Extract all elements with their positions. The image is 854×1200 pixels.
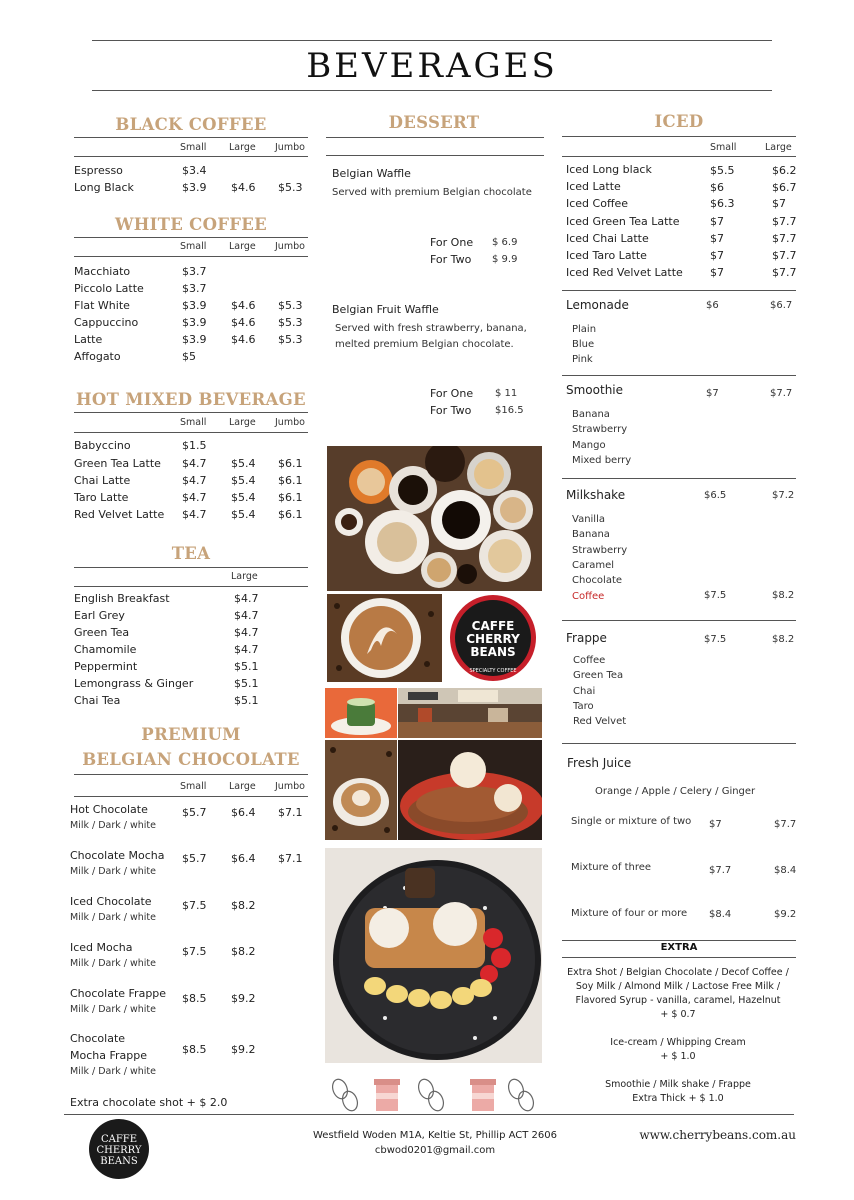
item-subtext: Milk / Dark / white: [70, 1066, 157, 1077]
extra-text: Extra Shot / Belgian Chocolate / Decof Coffee /: [567, 967, 789, 978]
size-jumbo-header: Jumbo: [275, 781, 305, 792]
size-small-header: Small: [180, 417, 207, 428]
price: $7: [706, 388, 719, 399]
extra-heading: EXTRA: [660, 942, 698, 953]
price: $6.5: [704, 490, 727, 501]
extra-price: Extra Thick + $ 1.0: [632, 1093, 724, 1104]
smoothie-name: Smoothie: [566, 383, 624, 397]
price: $7.7: [770, 388, 793, 399]
decorative-icon-strip: [326, 1075, 542, 1113]
item-subtext: Milk / Dark / white: [70, 866, 157, 877]
flavor: Strawberry: [572, 424, 628, 435]
footer-website-link[interactable]: www.cherrybeans.com.au: [639, 1128, 796, 1142]
flavor: Banana: [572, 529, 610, 540]
cappuccino-photo: [325, 740, 397, 840]
price: $7.2: [772, 490, 795, 501]
size-jumbo-header: Jumbo: [275, 142, 305, 153]
footer-email[interactable]: cbwod0201@gmail.com: [374, 1145, 496, 1156]
size-large-header: Large: [231, 571, 258, 582]
size-large-header: Large: [229, 241, 256, 252]
flavor: Pink: [572, 354, 593, 365]
size-large-header: Large: [765, 142, 792, 153]
flavor: Caramel: [572, 560, 615, 571]
size-small-header: Small: [180, 241, 207, 252]
fruit-waffle-desc: melted premium Belgian chocolate.: [335, 339, 514, 350]
price: $8.4: [709, 909, 732, 920]
size-large-header: Large: [229, 417, 256, 428]
footer-logo: [88, 1118, 150, 1180]
extra-price: + $ 0.7: [660, 1009, 696, 1020]
extra-price: + $ 1.0: [660, 1051, 696, 1062]
size-small-header: Small: [180, 781, 207, 792]
size-large-header: Large: [229, 781, 256, 792]
flavor: Plain: [572, 324, 597, 335]
logo-line: CHERRY: [96, 1145, 142, 1156]
flavor: Vanilla: [572, 514, 605, 525]
price: $8.2: [772, 590, 795, 601]
logo-line: CHERRY: [466, 632, 520, 646]
flavor: Strawberry: [572, 545, 628, 556]
coffee-cups-photo: [327, 446, 542, 591]
fruit-waffle-desc: Served with fresh strawberry, banana,: [335, 323, 527, 334]
lemonade-name: Lemonade: [566, 298, 629, 312]
iced-heading: ICED: [654, 112, 704, 131]
price: $ 6.9: [492, 237, 518, 248]
item-subtext: Milk / Dark / white: [70, 1004, 157, 1015]
item-subtext: Milk / Dark / white: [70, 912, 157, 923]
price: $16.5: [495, 405, 524, 416]
extra-text: Smoothie / Milk shake / Frappe: [605, 1079, 751, 1090]
belgian-waffle-desc: Served with premium Belgian chocolate: [332, 187, 532, 198]
chocolate-heading-2: BELGIAN CHOCOLATE: [82, 750, 300, 769]
coffee-bean-icon: [330, 1077, 360, 1113]
extra-chocolate-shot: Extra chocolate shot + $ 2.0: [70, 1096, 228, 1109]
extra-text: Flavored Syrup - vanilla, caramel, Hazelnut: [575, 995, 781, 1006]
latte-art-photo: [327, 594, 442, 682]
pancake-photo: [398, 740, 542, 840]
cafe-interior-photo: [398, 688, 542, 738]
flavor: Banana: [572, 409, 610, 420]
item-subtext: Milk / Dark / white: [70, 958, 157, 969]
footer-address: Westfield Woden M1A, Keltie St, Phillip ACT 2606: [312, 1130, 557, 1141]
juice-option: Single or mixture of two: [571, 816, 692, 827]
size-large-header: Large: [229, 142, 256, 153]
black-coffee-heading: BLACK COFFEE: [115, 115, 267, 134]
matcha-drink-photo: [325, 688, 397, 738]
chocolate-heading-1: PREMIUM: [141, 725, 241, 744]
flavor: Coffee: [573, 655, 606, 666]
coffee-cup-icon: [470, 1079, 496, 1111]
price: $9.2: [231, 1043, 256, 1056]
portion-label: For One: [430, 387, 474, 400]
logo-line: BEANS: [470, 645, 516, 659]
price: $7.7: [774, 819, 797, 830]
juice-fruits: Orange / Apple / Celery / Ginger: [595, 786, 756, 797]
price: $8.4: [774, 865, 797, 876]
logo-line: CAFFE: [100, 1134, 138, 1145]
fruit-waffle-name: Belgian Fruit Waffle: [332, 303, 439, 316]
flavor: Red Velvet: [573, 716, 627, 727]
extra-text: Soy Milk / Almond Milk / Lactose Free Milk /: [575, 981, 781, 992]
flavor: Mango: [572, 440, 606, 451]
price: $7.5: [704, 590, 727, 601]
coffee-cup-icon: [374, 1079, 400, 1111]
price: $7: [709, 819, 722, 830]
portion-label: For Two: [430, 404, 472, 417]
milkshake-name: Milkshake: [566, 488, 626, 502]
price: $ 9.9: [492, 254, 518, 265]
item-subtext: Milk / Dark / white: [70, 820, 157, 831]
extra-text: Ice-cream / Whipping Cream: [610, 1037, 746, 1048]
price: $6.7: [770, 300, 793, 311]
menu-item-name: Chocolate: [70, 1032, 126, 1045]
portion-label: For Two: [430, 253, 472, 266]
flavor: Blue: [572, 339, 595, 350]
coffee-bean-icon: [416, 1077, 446, 1113]
menu-item-name: Mocha Frappe: [70, 1049, 147, 1062]
flavor: Chai: [573, 686, 596, 697]
price: $7.5: [704, 634, 727, 645]
waffle-dessert-photo: [325, 848, 542, 1063]
juice-option: Mixture of three: [571, 862, 652, 873]
price: $9.2: [774, 909, 797, 920]
flavor: Chocolate: [572, 575, 623, 586]
page-title: BEVERAGES: [306, 46, 558, 86]
frappe-name: Frappe: [566, 631, 607, 645]
caffe-cherry-beans-logo: [444, 594, 542, 682]
size-jumbo-header: Jumbo: [275, 417, 305, 428]
flavor: Taro: [573, 701, 594, 712]
size-jumbo-header: Jumbo: [275, 241, 305, 252]
logo-line: BEANS: [100, 1156, 138, 1167]
size-small-header: Small: [180, 142, 207, 153]
logo-line: CAFFE: [471, 619, 515, 633]
hot-mixed-heading: HOT MIXED BEVERAGE: [76, 390, 306, 409]
flavor: Green Tea: [573, 670, 624, 681]
price: $8.5: [182, 1043, 207, 1056]
price: $ 11: [495, 388, 518, 399]
coffee-milkshake: Coffee: [572, 591, 605, 602]
belgian-waffle-name: Belgian Waffle: [332, 167, 411, 180]
fresh-juice-name: Fresh Juice: [567, 756, 632, 770]
white-coffee-heading: WHITE COFFEE: [114, 215, 268, 234]
size-small-header: Small: [710, 142, 737, 153]
price: $8.2: [772, 634, 795, 645]
coffee-bean-icon: [506, 1077, 536, 1113]
price: $7.7: [709, 865, 732, 876]
flavor: Mixed berry: [572, 455, 632, 466]
portion-label: For One: [430, 236, 474, 249]
juice-option: Mixture of four or more: [571, 908, 688, 919]
price: $6: [706, 300, 719, 311]
dessert-heading: DESSERT: [388, 113, 480, 132]
logo-ring-text: SPECIALTY COFFEE: [469, 668, 517, 674]
tea-heading: TEA: [171, 544, 211, 563]
